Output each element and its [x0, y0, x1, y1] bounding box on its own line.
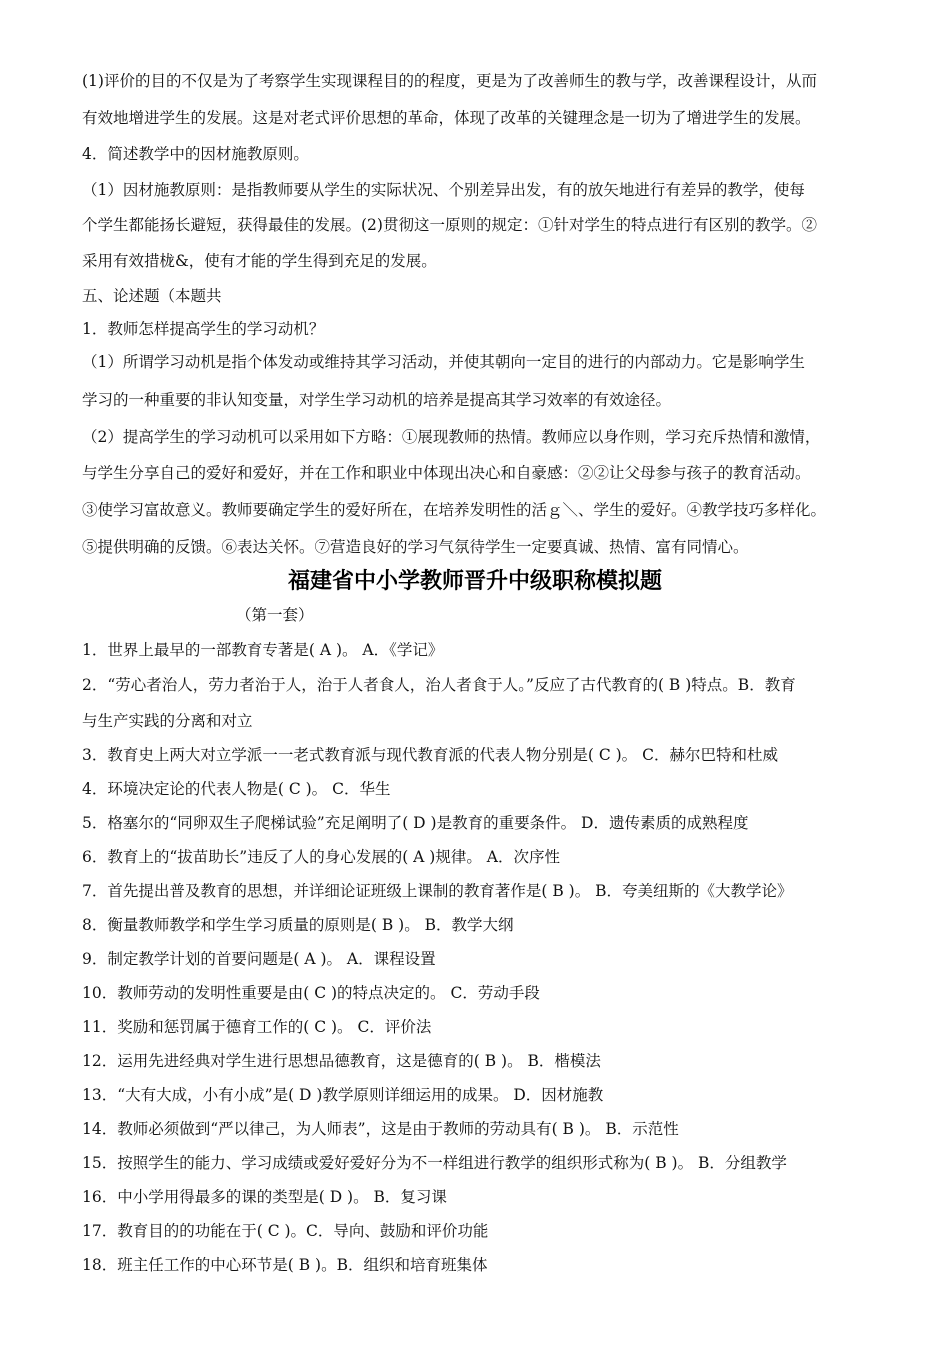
question-item: 8．衡量教师教学和学生学习质量的原则是( B )。 B．教学大纲 [82, 916, 514, 934]
question-item: 5．格塞尔的“同卵双生子爬梯试验”充足阐明了( D )是教育的重要条件。 D．遗传素质的成熟程度 [82, 814, 749, 832]
question-item: 6．教育上的“拔苗助长”违反了人的身心发展的( A )规律。 A．次序性 [82, 848, 560, 866]
paragraph-line: （2）提高学生的学习动机可以采用如下方略：①展现教师的热情。教师应以身作则，学习充斥热情和激情， [82, 428, 821, 446]
document-subtitle: （第一套） [236, 606, 314, 624]
document-title: 福建省中小学教师晋升中级职称模拟题 [287, 569, 662, 594]
paragraph-line: ③使学习富故意义。教师要确定学生的爱好所在，在培养发明性的活ｇ＼、学生的爱好。④教学技巧多样化。 [82, 501, 827, 519]
question-item: 与生产实践的分离和对立 [82, 712, 253, 730]
question-item: 3．教育史上两大对立学派一一老式教育派与现代教育派的代表人物分别是( C )。 C．赫尔巴特和杜威 [82, 746, 778, 764]
paragraph-line: 采用有效措栊&，使有才能的学生得到充足的发展。 [82, 252, 437, 270]
question-item: 13．“大有大成，小有小成”是( D )教学原则详细运用的成果。 D．因材施教 [82, 1086, 604, 1104]
paragraph-line: ⑤提供明确的反馈。⑥表达关怀。⑦营造良好的学习气氛待学生一定要真诚、热情、富有同情心。 [82, 538, 749, 556]
paragraph-line: （1）所谓学习动机是指个体发动或维持其学习活动，并使其朝向一定目的进行的内部动力。它是影响学生 [82, 353, 805, 371]
question-item: 11．奖励和惩罚属于德育工作的( C )。 C．评价法 [82, 1018, 432, 1036]
paragraph-line: 个学生都能扬长避短，获得最佳的发展。(2)贯彻这一原则的规定：①针对学生的特点进行有区别的教学。② [82, 216, 817, 234]
question-item: 4．环境决定论的代表人物是( C )。 C．华生 [82, 780, 391, 798]
question-item: 15．按照学生的能力、学习成绩或爱好爱好分为不一样组进行教学的组织形式称为( B )。 B．分组教学 [82, 1154, 787, 1172]
paragraph-line: (1)评价的目的不仅是为了考察学生实现课程目的的程度，更是为了改善师生的教与学，改善课程设计，从而 [82, 72, 817, 90]
question-item: 12．运用先进经典对学生进行思想品德教育，这是德育的( B )。 B．楷模法 [82, 1052, 601, 1070]
question-heading: 4．简述教学中的因材施教原则。 [82, 145, 309, 163]
paragraph-line: 有效地增进学生的发展。这是对老式评价思想的革命，体现了改革的关键理念是一切为了增进学生的发展。 [82, 109, 811, 127]
question-item: 9．制定教学计划的首要问题是( A )。 A．课程设置 [82, 950, 436, 968]
question-item: 16．中小学用得最多的课的类型是( D )。 B．复习课 [82, 1188, 447, 1206]
question-item: 10．教师劳动的发明性重要是由( C )的特点决定的。 C．劳动手段 [82, 984, 540, 1002]
question-item: 14．教师必须做到“严以律己，为人师表”，这是由于教师的劳动具有( B )。 B．示范性 [82, 1120, 679, 1138]
paragraph-line: 学习的一种重要的非认知变量，对学生学习动机的培养是提高其学习效率的有效途径。 [82, 391, 672, 409]
paragraph-line: 与学生分享自己的爱好和爱好，并在工作和职业中体现出决心和自豪感：②②让父母参与孩子的教育活动。 [82, 464, 811, 482]
question-item: 18．班主任工作的中心环节是( B )。B．组织和培育班集体 [82, 1256, 488, 1274]
section-heading: 五、论述题（本题共 [82, 287, 222, 305]
question-item: 1．世界上最早的一部教育专著是( A )。 A．《学记》 [82, 641, 444, 659]
question-heading: 1．教师怎样提高学生的学习动机？ [82, 320, 325, 338]
question-item: 7．首先提出普及教育的思想，并详细论证班级上课制的教育著作是( B )。 B．夸美纽斯的《大教学论》 [82, 882, 793, 900]
question-item: 2．“劳心者治人，劳力者治于人，治于人者食人，治人者食于人。”反应了古代教育的( B )特点。B．教育 [82, 676, 796, 694]
question-item: 17．教育目的的功能在于( C )。C．导向、鼓励和评价功能 [82, 1222, 489, 1240]
paragraph-line: （1）因材施教原则：是指教师要从学生的实际状况、个别差异出发，有的放矢地进行有差异的教学，使每 [82, 181, 805, 199]
